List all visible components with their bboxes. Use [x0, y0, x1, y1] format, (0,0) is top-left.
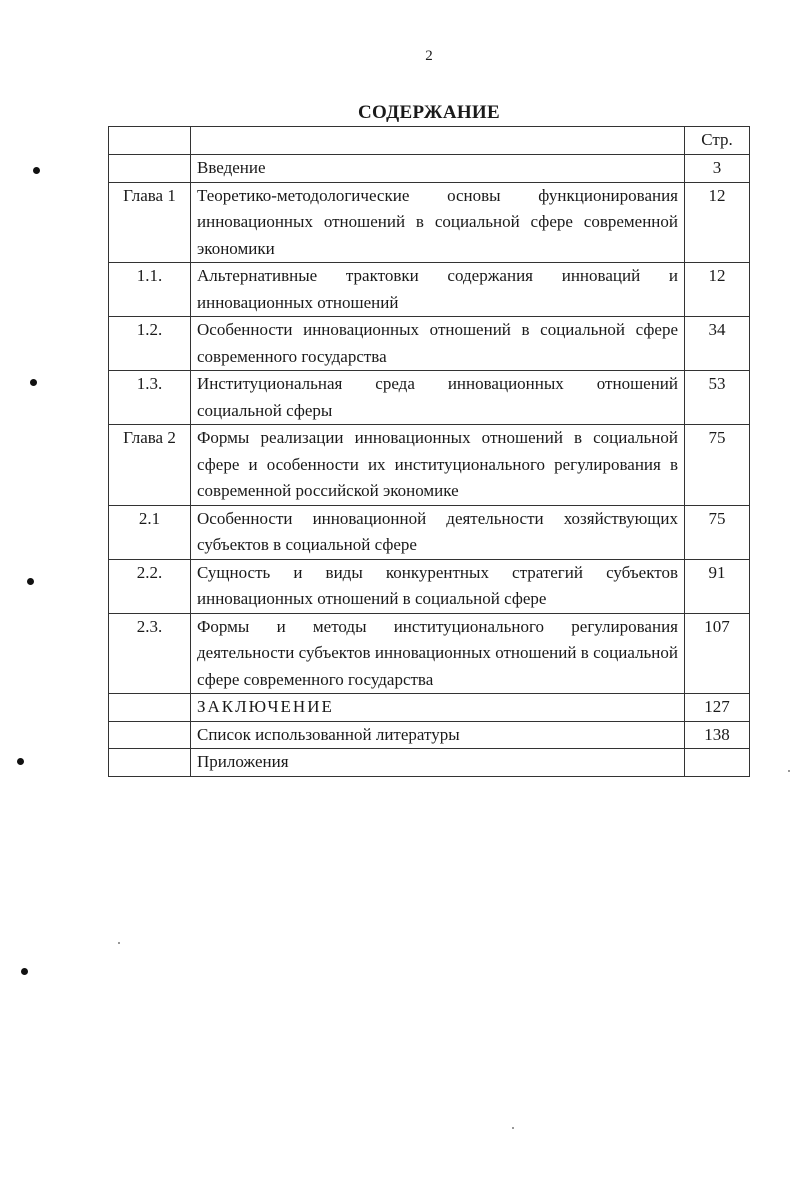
page-ref: 138 — [685, 721, 750, 749]
section-number: 2.3. — [109, 613, 191, 694]
table-row — [109, 371, 750, 425]
section-number: Глава 1 — [109, 182, 191, 263]
page-ref: 34 — [685, 317, 750, 371]
section-number: 1.3. — [109, 371, 191, 425]
section-title: Приложения — [191, 749, 685, 777]
table-row — [109, 749, 750, 777]
page-ref: 53 — [685, 371, 750, 425]
page-ref: 91 — [685, 559, 750, 613]
section-number — [109, 749, 191, 777]
section-title: Введение — [191, 155, 685, 183]
scan-speck — [788, 770, 790, 772]
table-row — [109, 694, 750, 722]
binder-hole-mark — [30, 379, 37, 386]
page-ref: 12 — [685, 182, 750, 263]
table-header-row — [109, 127, 750, 155]
section-number: 1.1. — [109, 263, 191, 317]
page-ref: 3 — [685, 155, 750, 183]
binder-hole-mark — [21, 968, 28, 975]
table-row — [109, 721, 750, 749]
binder-hole-mark — [27, 578, 34, 585]
table-row — [109, 317, 750, 371]
binder-hole-mark — [17, 758, 24, 765]
section-number: 1.2. — [109, 317, 191, 371]
section-title: Сущность и виды конкурентных стратегий субъектов инновационных отношений в социальной сфере — [191, 559, 685, 613]
section-title: Институциональная среда инновационных отношений социальной сферы — [191, 371, 685, 425]
section-number: 2.2. — [109, 559, 191, 613]
page-ref: 107 — [685, 613, 750, 694]
table-row — [109, 155, 750, 183]
section-title: Формы реализации инновационных отношений в социальной сфере и особенности их институционального регулирования в современной российской экономике — [191, 425, 685, 506]
section-title: Формы и методы институционального регулирования деятельности субъектов инновационных отношений в социальной сфере современного государства — [191, 613, 685, 694]
section-title: Список использованной литературы — [191, 721, 685, 749]
section-number: 2.1 — [109, 505, 191, 559]
table-row — [109, 182, 750, 263]
page-title: СОДЕРЖАНИЕ — [358, 102, 500, 123]
page-ref — [685, 749, 750, 777]
header-section-cell — [109, 127, 191, 155]
table-row — [109, 559, 750, 613]
section-title: Альтернативные трактовки содержания инноваций и инновационных отношений — [191, 263, 685, 317]
section-title: ЗАКЛЮЧЕНИЕ — [191, 694, 685, 722]
page-ref: 75 — [685, 425, 750, 506]
page-ref: 12 — [685, 263, 750, 317]
section-number — [109, 694, 191, 722]
header-title-cell — [191, 127, 685, 155]
table-row — [109, 613, 750, 694]
scan-speck — [118, 942, 120, 944]
page-ref: 75 — [685, 505, 750, 559]
table-row — [109, 263, 750, 317]
page-ref: 127 — [685, 694, 750, 722]
section-title: Особенности инновационной деятельности хозяйствующих субъектов в социальной сфере — [191, 505, 685, 559]
section-title: Особенности инновационных отношений в социальной сфере современного государства — [191, 317, 685, 371]
binder-hole-mark — [33, 167, 40, 174]
section-title: Теоретико-методологические основы функционирования инновационных отношений в социальной сфере современной экономики — [191, 182, 685, 263]
table-row — [109, 425, 750, 506]
header-page-cell: Стр. — [685, 127, 750, 155]
page-number: 2 — [425, 48, 433, 64]
section-number — [109, 155, 191, 183]
contents-table — [108, 126, 750, 777]
table-row — [109, 505, 750, 559]
section-number — [109, 721, 191, 749]
scan-speck — [512, 1127, 514, 1129]
section-number: Глава 2 — [109, 425, 191, 506]
